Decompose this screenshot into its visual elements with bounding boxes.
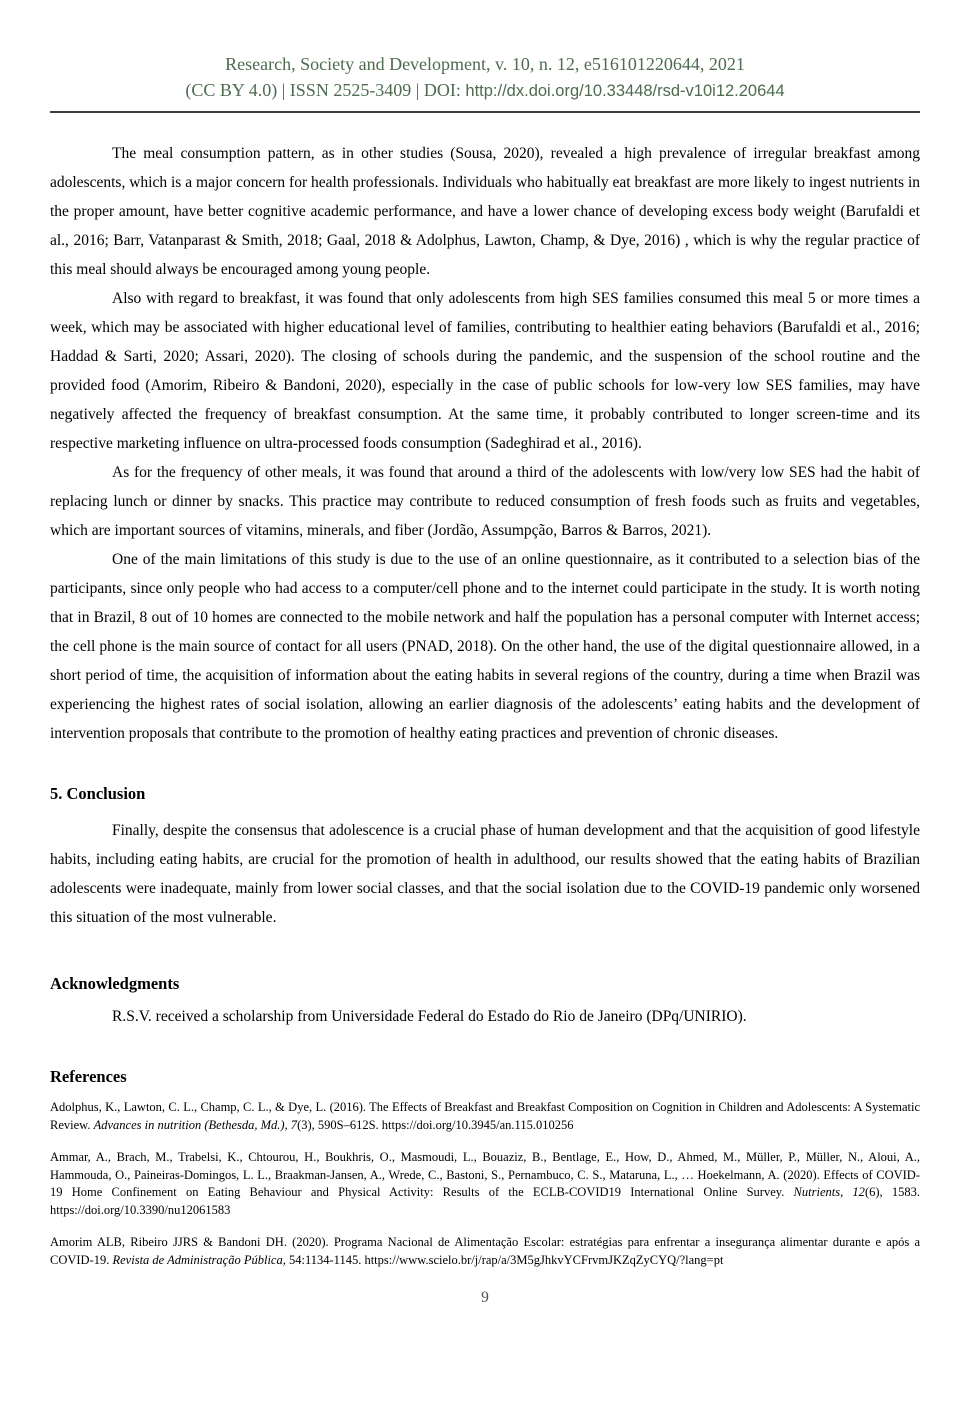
reference-doi-link[interactable]: https://doi.org/10.3945/an.115.010256 [381,1117,574,1132]
references-list [50,1099,920,1269]
reference-pages: (3), 590S–612S. [297,1117,382,1132]
body-paragraph: One of the main limitations of this study is due to the use of an online questionnaire, as it contributed to a selection bias of the participants, since only people who had access to a computer/cell phone and to the internet could participate in the study. It is worth noting that in Brazil, 8 out of 10 homes are connected to the mobile network and half the population has a personal computer with Internet access; the cell phone is the main source of contact for all users (PNAD, 2018). On the other hand, the use of the digital questionnaire allowed, in a short period of time, the acquisition of information about the eating habits in several regions of the country, during a time when Brazil was experiencing the highest rates of social isolation, allowing an earlier diagnosis of the adolescents’ eating habits and the development of intervention proposals that contribute to the promotion of healthy eating practices and prevention of chronic diseases. [50,551,920,742]
main-content [50,113,920,1307]
issn-doi-line [50,77,920,104]
acknowledgments-heading: Acknowledgments [50,974,180,993]
reference-pages: (6), 1583. [864,1185,920,1199]
journal-header [50,0,920,104]
reference-item [50,1234,920,1269]
page-number: 9 [481,1289,489,1306]
reference-item [50,1099,920,1134]
references-heading: References [50,1067,127,1086]
reference-journal: Revista de Administração Pública, [112,1252,286,1267]
conclusion-paragraph: Finally, despite the consensus that adolescence is a crucial phase of human development and that the acquisition of good lifestyle habits, including eating habits, are crucial for the promotion of health in adulthood, our results showed that the eating habits of Brazilian adolescents were inadequate, mainly from lower social classes, and that the social isolation due to the COVID-19 pandemic only worsened this situation of the most vulnerable. [50,822,920,926]
reference-text: Adolphus, K., Lawton, C. L., Champ, C. L., & Dye, L. (2016). The Effects of Breakfast and Breakfast Composition on Cognition in Children and Adolescents: A Systematic Review. [50,1100,920,1132]
journal-title: Research, Society and Development, v. 10, n. 12, e516101220644, 2021 [225,54,745,74]
reference-text: Ammar, A., Brach, M., Trabelsi, K., Chtourou, H., Boukhris, O., Masmoudi, L., Bouaziz, B., Bentlage, E., How, D., Ahmed, M., Müller, P., Müller, N., Aloui, A., Hammouda, O., Paineiras-Domingos, L. L., Braakman-Jansen, A., Wrede, C., Bastoni, S., Pernambuco, C. S., Mataruna, L., … Hoekelmann, A. (2020). Effects of COVID-19 Home Confinement on Eating Behaviour and Physical Activity: Results of the ECLB-COVID19 International Online Survey. [50,1150,920,1199]
reference-pages: 54:1134-1145. [285,1252,365,1267]
acknowledgments-paragraph: R.S.V. received a scholarship from Universidade Federal do Estado do Rio de Janeiro (DPq/UNIRIO). [112,1008,747,1025]
doi-link[interactable]: http://dx.doi.org/10.33448/rsd-v10i12.20644 [465,82,785,100]
conclusion-heading: 5. Conclusion [50,784,146,803]
reference-journal: Advances in nutrition (Bethesda, Md.), 7 [93,1117,298,1132]
reference-text: Amorim ALB, Ribeiro JJRS & Bandoni DH. (2020). Programa Nacional de Alimentação Escolar: estratégias para enfrentar a insegurança alimentar durante e após a COVID-19. [50,1235,920,1267]
body-paragraph: Also with regard to breakfast, it was found that only adolescents from high SES families consumed this meal 5 or more times a week, which may be associated with higher educational level of families, contributing to healthier eating behaviors (Barufaldi et al., 2016; Haddad & Sarti, 2020; Assari, 2020). The closing of schools during the pandemic, and the suspension of the school routine and the provided food (Amorim, Ribeiro & Bandoni, 2020), especially in the case of public schools for low-very low SES families, may have negatively affected the frequency of breakfast consumption. At the same time, it probably contributed to longer screen-time and its respective marketing influence on ultra-processed foods consumption (Sadeghirad et al., 2016). [50,290,920,452]
reference-journal: Nutrients, 12 [793,1185,865,1199]
reference-doi-link[interactable]: https://www.scielo.br/j/rap/a/3M5gJhkvYCFrvmJKZqZyCYQ/?lang=pt [364,1252,724,1267]
license-issn-doi-label: (CC BY 4.0) | ISSN 2525-3409 | DOI: [185,80,466,100]
body-paragraph: The meal consumption pattern, as in other studies (Sousa, 2020), revealed a high prevalence of irregular breakfast among adolescents, which is a major concern for health professionals. Individuals who habitually eat breakfast are more likely to ingest nutrients in the proper amount, have better cognitive academic performance, and have a lower chance of developing excess body weight (Barufaldi et al., 2016; Barr, Vatanparast & Smith, 2018; Gaal, 2018 & Adolphus, Lawton, Champ, & Dye, 2016) , which is why the regular practice of this meal should always be encouraged among young people. [50,145,920,278]
reference-doi-link[interactable]: https://doi.org/10.3390/nu12061583 [50,1202,231,1217]
reference-item [50,1149,920,1219]
body-paragraph: As for the frequency of other meals, it was found that around a third of the adolescents with low/very low SES had the habit of replacing lunch or dinner by snacks. This practice may contribute to reduced consumption of fresh foods such as fruits and vegetables, which are important sources of vitamins, minerals, and fiber (Jordão, Assumpção, Barros & Barros, 2021). [50,464,920,539]
